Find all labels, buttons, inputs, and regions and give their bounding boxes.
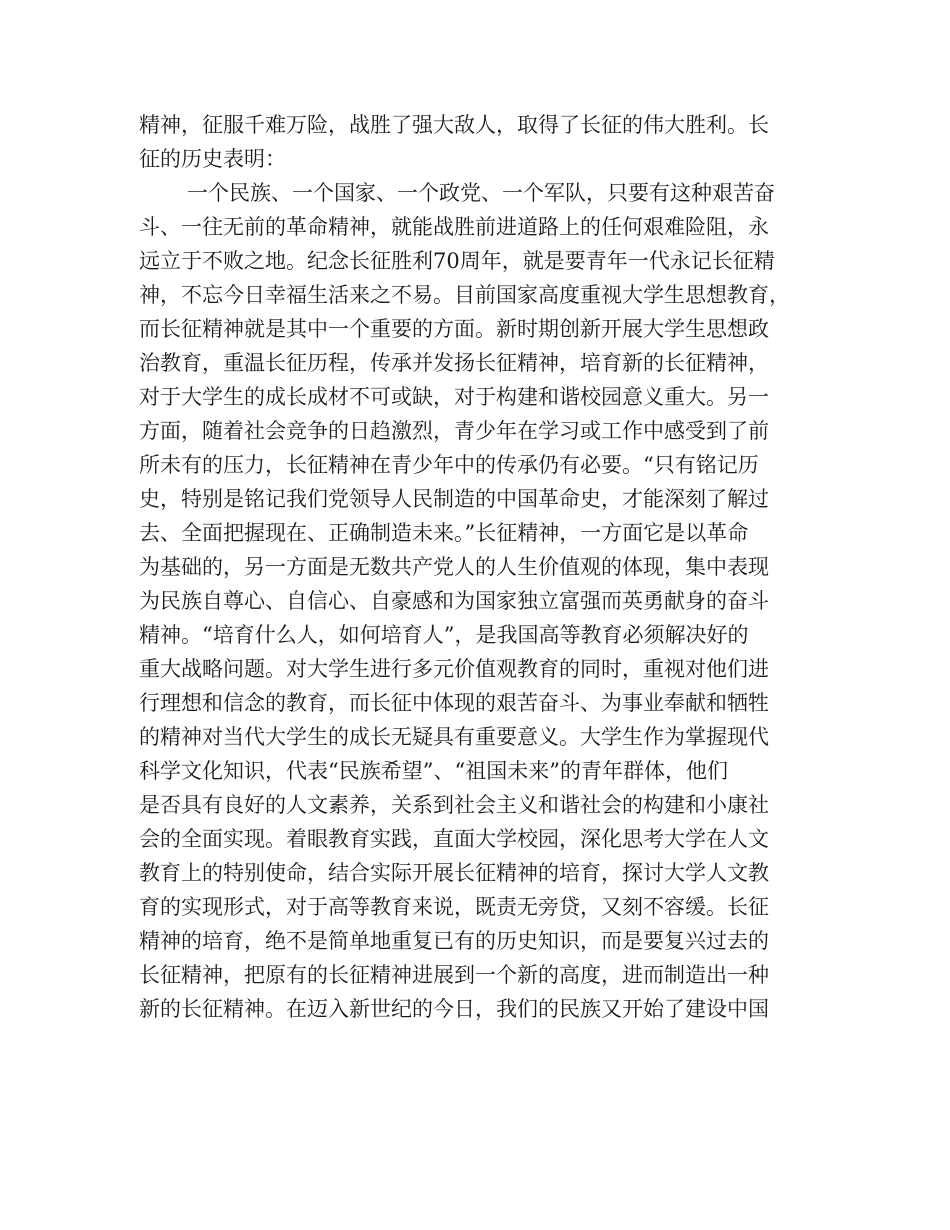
text-line: 精神。“培育什么人，如何培育人”，是我国高等教育必须解决好的 <box>139 623 749 647</box>
text-line: 育的实现形式，对于高等教育来说，既责无旁贷，又刻不容缓。长征 <box>139 895 769 919</box>
text-line: 而长征精神就是其中一个重要的方面。新时期创新开展大学生思想政 <box>139 317 769 341</box>
text-line: 神，不忘今日幸福生活来之不易。目前国家高度重视大学生思想教育， <box>139 283 790 307</box>
text-line: 行理想和信念的教育，而长征中体现的艰苦奋斗、为事业奉献和牺牲 <box>139 691 769 715</box>
text-line: 是否具有良好的人文素养，关系到社会主义和谐社会的构建和小康社 <box>139 793 769 817</box>
text-line: 的精神对当代大学生的成长无疑具有重要意义。大学生作为掌握现代 <box>139 725 769 749</box>
text-line: 斗、一往无前的革命精神，就能战胜前进道路上的任何艰难险阻，永 <box>139 215 769 239</box>
text-line: 所未有的压力，长征精神在青少年中的传承仍有必要。“只有铭记历 <box>139 453 759 477</box>
text-line: 征的历史表明： <box>139 147 286 171</box>
text-line: 为民族自尊心、自信心、自豪感和为国家独立富强而英勇献身的奋斗 <box>139 589 769 613</box>
text-line: 教育上的特别使命，结合实际开展长征精神的培育，探讨大学人文教 <box>139 861 769 885</box>
text-line: 重大战略问题。对大学生进行多元价值观教育的同时，重视对他们进 <box>139 657 769 681</box>
text-line: 科学文化知识，代表“民族希望”、“祖国未来”的青年群体，他们 <box>139 759 728 783</box>
text-line: 治教育，重温长征历程，传承并发扬长征精神，培育新的长征精神， <box>139 351 769 375</box>
body-text <box>139 108 811 1026</box>
text-line: 对于大学生的成长成材不可或缺，对于构建和谐校园意义重大。另一 <box>139 385 769 409</box>
text-line: 长征精神，把原有的长征精神进展到一个新的高度，进而制造出一种 <box>139 963 769 987</box>
paragraph-first-line: 一个民族、一个国家、一个政党、一个军队，只要有这种艰苦奋 <box>187 181 775 205</box>
text-line: 去、全面把握现在、正确制造未来。”长征精神，一方面它是以革命 <box>139 521 749 545</box>
text-line: 史，特别是铭记我们党领导人民制造的中国革命史，才能深刻了解过 <box>139 487 769 511</box>
text-line: 新的长征精神。在迈入新世纪的今日，我们的民族又开始了建设中国 <box>139 997 769 1021</box>
text-line: 方面，随着社会竞争的日趋激烈，青少年在学习或工作中感受到了前 <box>139 419 769 443</box>
text-line: 精神，征服千难万险，战胜了强大敌人，取得了长征的伟大胜利。长 <box>139 113 769 137</box>
text-line: 远立于不败之地。纪念长征胜利70周年，就是要青年一代永记长征精 <box>139 249 775 273</box>
text-line: 会的全面实现。着眼教育实践，直面大学校园，深化思考大学在人文 <box>139 827 769 851</box>
text-line: 精神的培育，绝不是简单地重复已有的历史知识，而是要复兴过去的 <box>139 929 769 953</box>
text-line: 为基础的，另一方面是无数共产党人的人生价值观的体现，集中表现 <box>139 555 769 579</box>
